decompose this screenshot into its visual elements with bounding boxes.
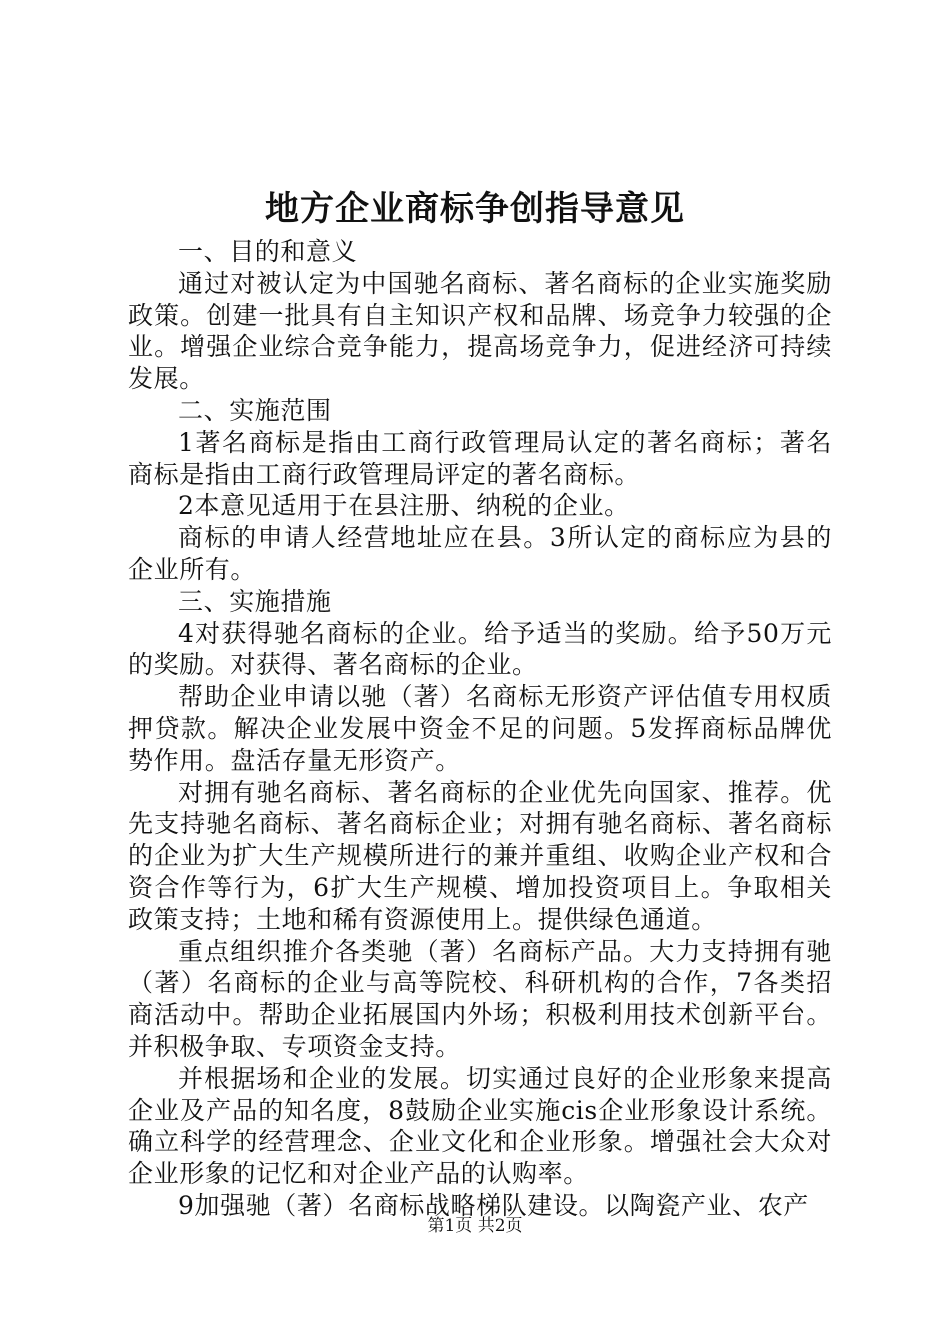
paragraph: 帮助企业申请以驰（著）名商标无形资产评估值专用权质押贷款。解决企业发展中资金不足的问题。5发挥商标品牌优势作用。盘活存量无形资产。 [128,682,832,775]
paragraph: 4对获得驰名商标的企业。给予适当的奖励。给予50万元的奖励。对获得、著名商标的企业。 [128,618,832,680]
document-title: 地方企业商标争创指导意见 [265,189,685,229]
section-heading: 一、目的和意义 [178,237,358,266]
paragraph: 1著名商标是指由工商行政管理局认定的著名商标；著名商标是指由工商行政管理局评定的著名商标。 [128,427,832,489]
paragraph: 商标的申请人经营地址应在县。3所认定的商标应为县的企业所有。 [128,523,832,584]
paragraph: 2本意见适用于在县注册、纳税的企业。 [178,491,630,521]
section-heading: 三、实施措施 [178,586,332,616]
paragraph: 重点组织推介各类驰（著）名商标产品。大力支持拥有驰（著）名商标的企业与高等院校、科研机构的合作，7各类招商活动中。帮助企业拓展国内外场；积极利用技术创新平台。并积极争取、专项资金支持。 [128,936,832,1061]
document-body [128,236,832,1222]
section-heading: 二、实施范围 [178,395,332,425]
page-footer: 第1页 共2页 [427,1216,523,1236]
paragraph: 通过对被认定为中国驰名商标、著名商标的企业实施奖励政策。创建一批具有自主知识产权和品牌、场竞争力较强的企业。增强企业综合竞争能力，提高场竞争力，促进经济可持续发展。 [128,268,832,394]
paragraph: 并根据场和企业的发展。切实通过良好的企业形象来提高企业及产品的知名度，8鼓励企业实施cis企业形象设计系统。确立科学的经营理念、企业文化和企业形象。增强社会大众对企业形象的记忆和对企业产品的认购率。 [128,1063,832,1189]
paragraph: 对拥有驰名商标、著名商标的企业优先向国家、推荐。优先支持驰名商标、著名商标企业；对拥有驰名商标、著名商标的企业为扩大生产规模所进行的兼并重组、收购企业产权和合资合作等行为，6扩大生产规模、增加投资项目上。争取相关政策支持；土地和稀有资源使用上。提供绿色通道。 [128,777,832,934]
paragraph: 9加强驰（著）名商标战略梯队建设。以陶瓷产业、农产 [178,1190,809,1220]
